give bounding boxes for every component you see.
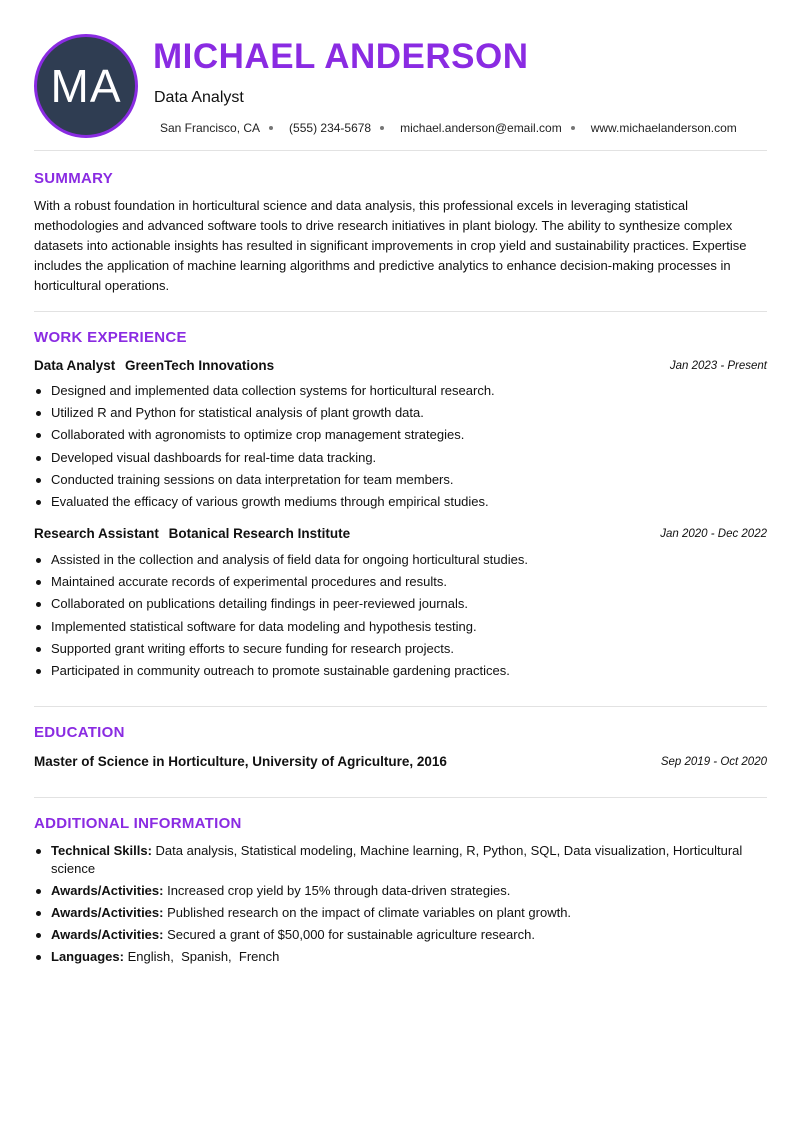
job-role: Data Analyst	[34, 358, 116, 373]
item-text: English, Spanish, French	[127, 949, 280, 964]
contact-email: michael.anderson@email.com	[400, 121, 562, 135]
list-item	[51, 904, 767, 922]
contact-line	[160, 121, 737, 135]
job-company: Botanical Research Institute	[168, 526, 351, 541]
candidate-name: MICHAEL ANDERSON	[153, 37, 529, 76]
list-item	[51, 926, 767, 944]
list-item	[51, 948, 767, 966]
separator-dot	[269, 126, 273, 130]
avatar-initials: MA	[50, 60, 122, 112]
section-divider	[34, 706, 767, 707]
list-item	[51, 882, 767, 900]
education-dates: Sep 2019 - Oct 2020	[660, 756, 767, 768]
separator-dot	[571, 126, 575, 130]
summary-heading: SUMMARY	[34, 170, 114, 187]
education-heading: EDUCATION	[34, 724, 125, 741]
summary-text: With a robust foundation in horticultural science and data analysis, this professional excels in leveraging statistical methodologies and advanced software tools to drive research initiatives in plant biology. The ability to synthesize complex datasets into actionable insights has resulted in significant improvements in crop yield and sustainability practices. Expertise includes the application of machine learning algorithms and predictive analytics to enhance decision-making processes in horticultural operations.	[34, 198, 747, 293]
contact-phone: (555) 234-5678	[289, 121, 372, 135]
list-item: Assisted in the collection and analysis of field data for ongoing horticultural studies.	[51, 550, 767, 572]
item-text: Published research on the impact of climate variables on plant growth.	[167, 905, 572, 920]
education-entry	[34, 753, 767, 773]
contact-location: San Francisco, CA	[160, 121, 261, 135]
list-item	[51, 842, 767, 878]
list-item: Designed and implemented data collection systems for horticultural research.	[51, 381, 767, 403]
section-divider	[34, 150, 767, 151]
item-label: Languages:	[51, 949, 124, 964]
candidate-title: Data Analyst	[154, 89, 244, 106]
job-company: GreenTech Innovations	[125, 358, 275, 373]
additional-list	[51, 842, 767, 970]
item-label: Awards/Activities:	[51, 883, 164, 898]
section-divider	[34, 797, 767, 798]
list-item: Developed visual dashboards for real-time data tracking.	[51, 448, 767, 470]
avatar	[34, 34, 138, 138]
item-label: Technical Skills:	[51, 843, 152, 858]
contact-website: www.michaelanderson.com	[590, 121, 737, 135]
list-item: Supported grant writing efforts to secure funding for research projects.	[51, 639, 767, 661]
item-text: Increased crop yield by 15% through data-driven strategies.	[167, 883, 511, 898]
item-text: Secured a grant of $50,000 for sustainable agriculture research.	[167, 927, 535, 942]
list-item: Implemented statistical software for data modeling and hypothesis testing.	[51, 617, 767, 639]
list-item: Evaluated the efficacy of various growth mediums through empirical studies.	[51, 492, 767, 514]
separator-dot	[380, 126, 384, 130]
item-label: Awards/Activities:	[51, 927, 164, 942]
list-item: Utilized R and Python for statistical analysis of plant growth data.	[51, 403, 767, 425]
job-role: Research Assistant	[34, 526, 159, 541]
experience-heading: WORK EXPERIENCE	[34, 329, 187, 346]
list-item: Collaborated with agronomists to optimize crop management strategies.	[51, 425, 767, 447]
education-degree: Master of Science in Horticulture, University of Agriculture, 2016	[34, 754, 447, 769]
list-item: Collaborated on publications detailing findings in peer-reviewed journals.	[51, 594, 767, 616]
job-bullets	[51, 550, 767, 683]
job-header	[34, 358, 767, 376]
job-dates: Jan 2023 - Present	[669, 360, 767, 372]
job-header	[34, 526, 767, 544]
item-label: Awards/Activities:	[51, 905, 164, 920]
job-dates: Jan 2020 - Dec 2022	[660, 528, 767, 540]
list-item: Conducted training sessions on data interpretation for team members.	[51, 470, 767, 492]
list-item: Maintained accurate records of experimental procedures and results.	[51, 572, 767, 594]
item-text: Data analysis, Statistical modeling, Machine learning, R, Python, SQL, Data visualization, Horticultural science	[51, 843, 743, 876]
additional-heading: ADDITIONAL INFORMATION	[34, 815, 242, 832]
list-item: Participated in community outreach to promote sustainable gardening practices.	[51, 661, 767, 683]
section-divider	[34, 311, 767, 312]
job-bullets	[51, 381, 767, 514]
resume-header	[0, 0, 800, 150]
